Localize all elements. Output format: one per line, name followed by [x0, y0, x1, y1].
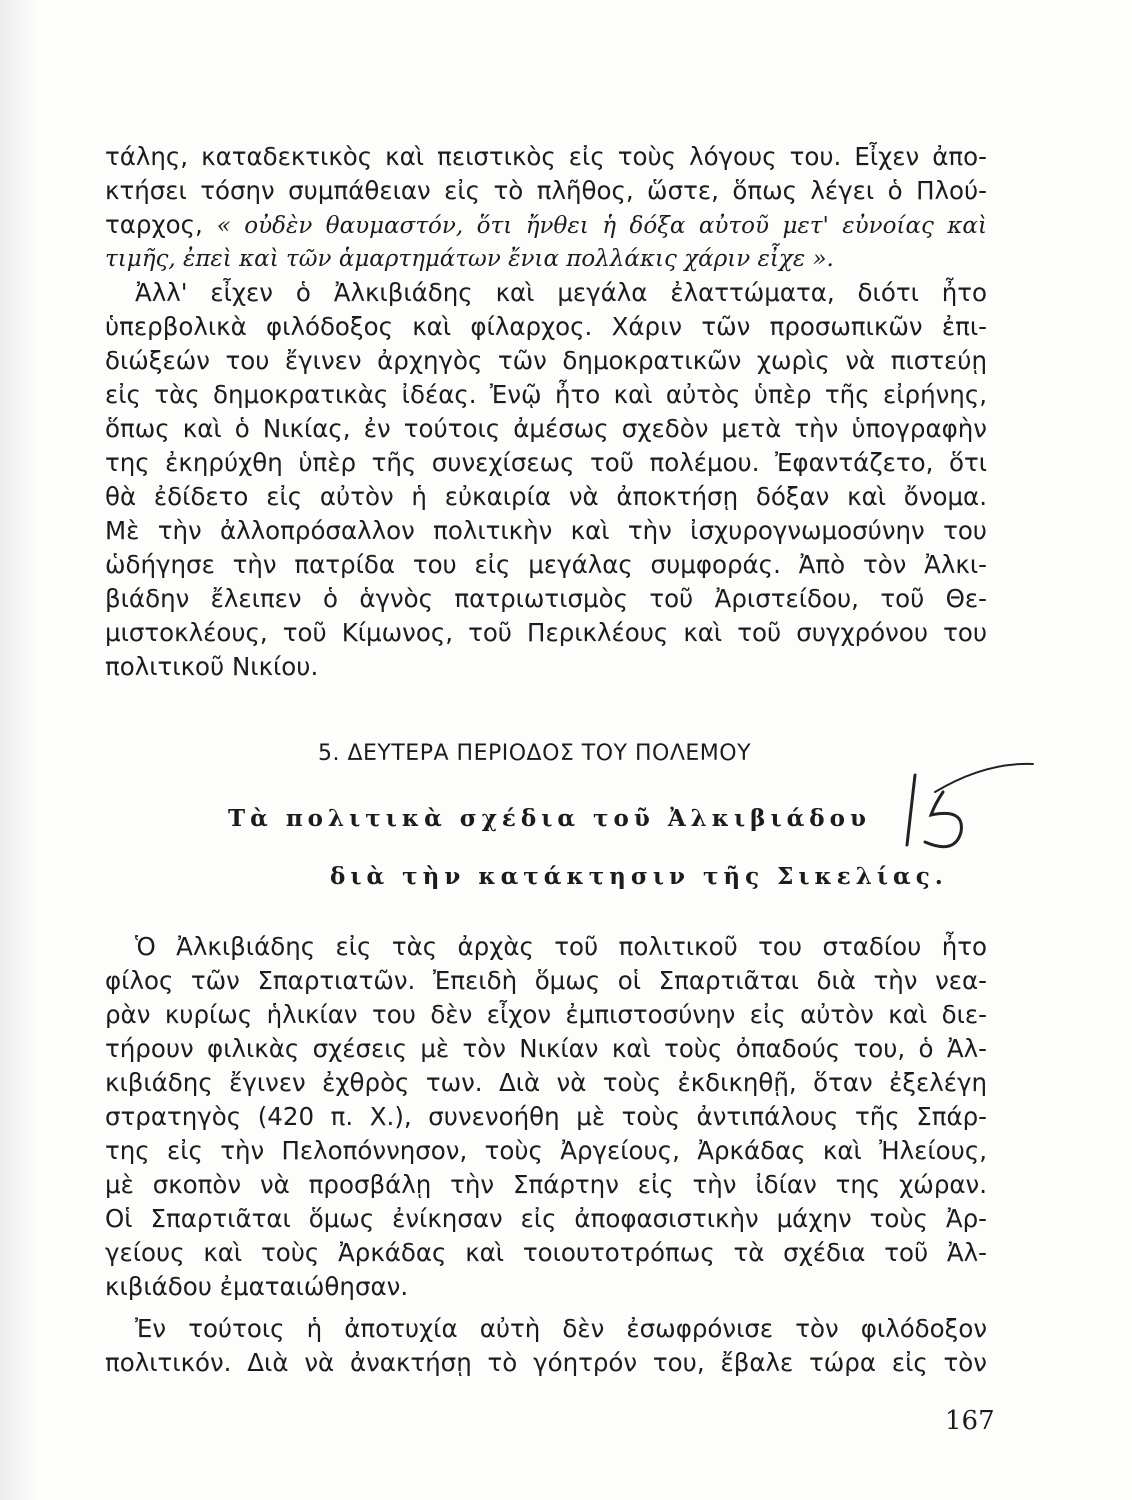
text-line: μιστοκλέους, τοῦ Κίμωνος, τοῦ Περικλέους καὶ τοῦ συγχρόνου του [105, 618, 987, 647]
text-line: Ἀλλ' εἶχεν ὁ Ἀλκιβιάδης καὶ μεγάλα ἐλαττώματα, διότι ἦτο [135, 278, 987, 307]
text-line: στρατηγὸς (420 π. Χ.), συνενοήθη μὲ τοὺς ἀντιπάλους τῆς Σπάρ- [105, 1102, 987, 1131]
section-heading: 5. ΔΕΥΤΕΡΑ ΠΕΡΙΟΔΟΣ ΤΟΥ ΠΟΛΕΜΟΥ [318, 741, 752, 766]
text-line: Μὲ τὴν ἀλλοπρόσαλλον πολιτικὴν καὶ τὴν ἰσχυρογνωμοσύνην του [105, 516, 987, 545]
text-fragment: ταρχος, [105, 210, 203, 239]
text-line: βιάδην ἔλειπεν ὁ ἁγνὸς πατριωτισμὸς τοῦ Ἀριστείδου, τοῦ Θε- [105, 584, 987, 613]
text-line: Οἱ Σπαρτιᾶται ὅμως ἐνίκησαν εἰς ἀποφασιστικὴν μάχην τοὺς Ἀρ- [105, 1204, 987, 1233]
text-line: κτήσει τόσην συμπάθειαν εἰς τὸ πλῆθος, ὥστε, ὅπως λέγει ὁ Πλού- [105, 176, 987, 205]
text-line: ὑπερβολικὰ φιλόδοξος καὶ φίλαρχος. Χάριν τῶν προσωπικῶν ἐπι- [105, 312, 987, 341]
text-line: κιβιάδου ἐματαιώθησαν. [105, 1272, 409, 1301]
text-line: φίλος τῶν Σπαρτιατῶν. Ἐπειδὴ ὅμως οἱ Σπαρτιᾶται διὰ τὴν νεα- [105, 966, 987, 995]
text-line: της ἐκηρύχθη ὑπὲρ τῆς συνεχίσεως τοῦ πολέμου. Ἐφαντάζετο, ὅτι [105, 448, 987, 477]
text-line: της εἰς τὴν Πελοπόννησον, τοὺς Ἀργείους, Ἀρκάδας καὶ Ἠλείους, [105, 1136, 987, 1165]
page-number: 167 [945, 1406, 995, 1436]
text-line: διώξεών του ἔγινεν ἀρχηγὸς τῶν δημοκρατικῶν χωρὶς νὰ πιστεύῃ [105, 346, 987, 375]
text-line: εἰς τὰς δημοκρατικὰς ἰδέας. Ἐνῷ ἦτο καὶ αὐτὸς ὑπὲρ τῆς εἰρήνης, [105, 380, 987, 409]
text-line: ὡδήγησε τὴν πατρίδα του εἰς μεγάλας συμφοράς. Ἀπὸ τὸν Ἀλκι- [105, 550, 987, 579]
text-line: τάλης, καταδεκτικὸς καὶ πειστικὸς εἰς τοὺς λόγους του. Εἶχεν ἀπο- [105, 142, 987, 171]
plutarch-quote: « οὐδὲν θαυμαστόν, ὅτι ἤνθει ἡ δόξα αὐτοῦ μετ' εὐνοίας καὶ [216, 213, 987, 239]
text-line: ὅπως καὶ ὁ Νικίας, ἐν τούτοις ἀμέσως σχεδὸν μετὰ τὴν ὑπογραφὴν [105, 414, 987, 443]
text-line: κιβιάδης ἔγινεν ἐχθρὸς των. Διὰ νὰ τοὺς ἐκδικηθῇ, ὅταν ἐξελέγη [105, 1068, 987, 1097]
text-line-with-quote [105, 208, 987, 243]
text-line: τήρουν φιλικὰς σχέσεις μὲ τὸν Νικίαν καὶ τοὺς ὀπαδούς του, ὁ Ἀλ- [105, 1034, 987, 1063]
plutarch-quote: τιμῆς, ἐπεὶ καὶ τῶν ἁμαρτημάτων ἔνια πολλάκις χάριν εἶχε ». [105, 246, 834, 272]
section-subtitle: διὰ τὴν κατάκτησιν τῆς Σικελίας. [330, 863, 948, 890]
text-line: ρὰν κυρίως ἡλικίαν του δὲν εἶχον ἐμπιστοσύνην εἰς αὐτὸν καὶ διε- [105, 1000, 987, 1029]
text-line: Ἐν τούτοις ἡ ἀποτυχία αὐτὴ δὲν ἐσωφρόνισε τὸν φιλόδοξον [135, 1314, 987, 1343]
text-line: πολιτικοῦ Νικίου. [105, 652, 319, 681]
text-line: θὰ ἐδίδετο εἰς αὐτὸν ἡ εὐκαιρία νὰ ἀποκτήσῃ δόξαν καὶ ὄνομα. [105, 482, 987, 511]
text-line: Ὁ Ἀλκιβιάδης εἰς τὰς ἀρχὰς τοῦ πολιτικοῦ του σταδίου ἦτο [135, 932, 987, 961]
text-line: πολιτικόν. Διὰ νὰ ἀνακτήσῃ τὸ γόητρόν του, ἔβαλε τώρα εἰς τὸν [105, 1348, 987, 1377]
text-line: μὲ σκοπὸν νὰ προσβάλῃ τὴν Σπάρτην εἰς τὴν ἰδίαν της χώραν. [105, 1170, 987, 1199]
section-subtitle: Τὰ πολιτικὰ σχέδια τοῦ Ἀλκιβιάδου [228, 805, 871, 832]
text-line: γείους καὶ τοὺς Ἀρκάδας καὶ τοιουτοτρόπως τὰ σχέδια τοῦ Ἀλ- [105, 1238, 987, 1267]
handwritten-annotation-icon [895, 760, 1035, 860]
